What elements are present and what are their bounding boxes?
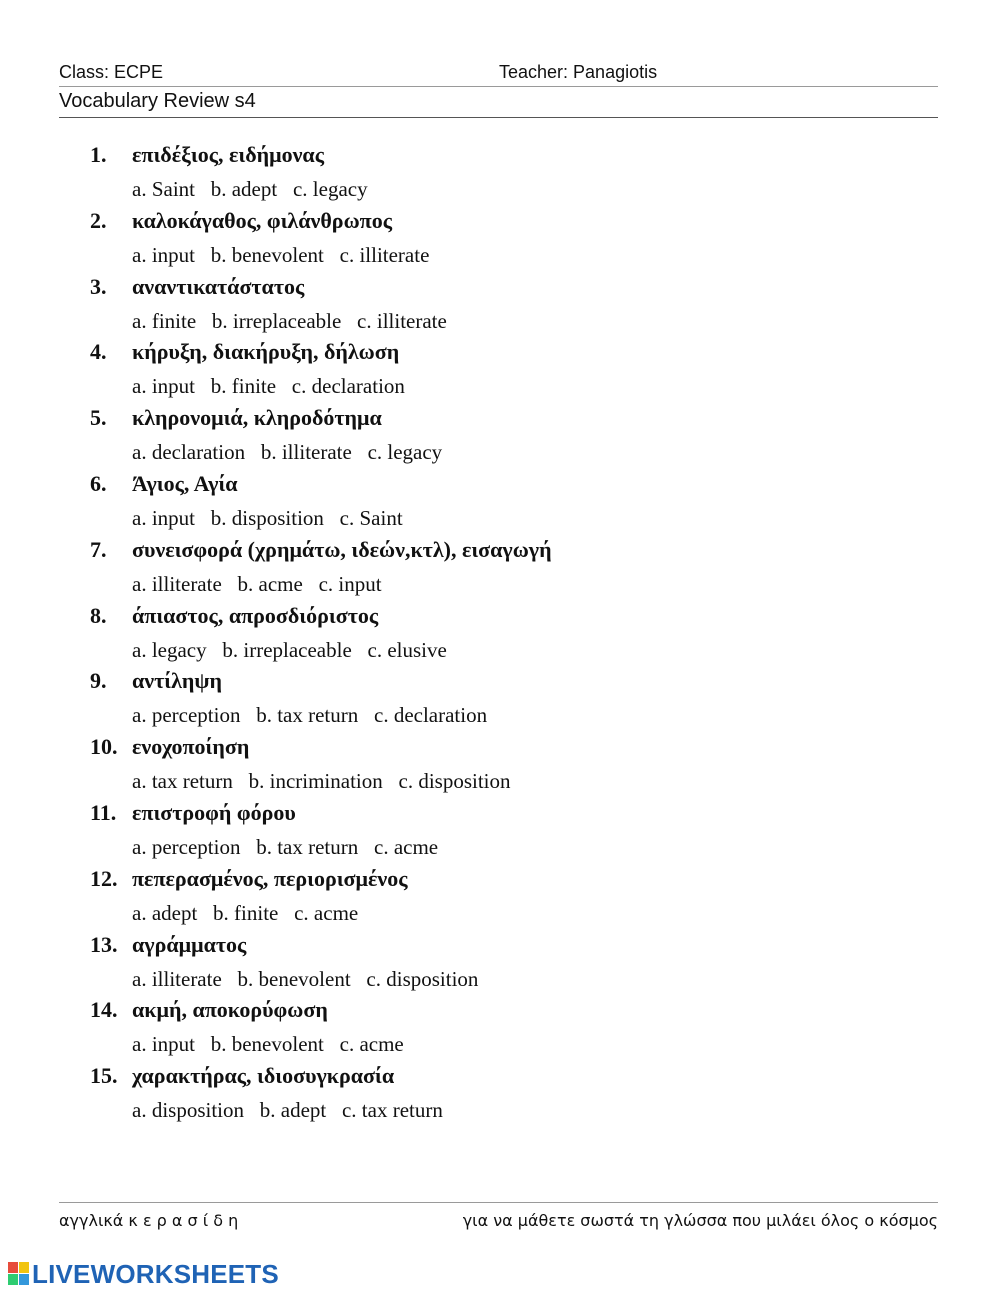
answer-options[interactable]: a. perception b. tax return c. declaration	[132, 703, 488, 728]
footer-right-text: για να μάθετε σωστά τη γλώσσα που μιλάει όλος ο κόσμος	[462, 1211, 938, 1230]
page-title: Vocabulary Review s4	[59, 90, 256, 112]
question-prompt: επιδέξιος, ειδήμονας	[132, 142, 324, 167]
question-list	[90, 142, 890, 1129]
question-prompt-line	[90, 142, 324, 168]
question-number: 13.	[90, 931, 118, 957]
question-prompt-line	[90, 668, 222, 694]
question-prompt: κήρυξη, διακήρυξη, δήλωση	[132, 339, 400, 365]
teacher-label: Teacher: Panagiotis	[499, 62, 658, 82]
answer-options[interactable]: a. tax return b. incrimination c. disposition	[132, 769, 511, 794]
answer-options[interactable]: a. input b. benevolent c. acme	[132, 1032, 404, 1057]
question-prompt: επιστροφή φόρου	[132, 799, 296, 825]
question-number: 12.	[90, 865, 118, 891]
question-number: 15.	[90, 1063, 118, 1089]
question-item	[90, 866, 890, 932]
question-number: 14.	[90, 997, 118, 1023]
answer-options[interactable]: a. input b. benevolent c. illiterate	[132, 242, 430, 267]
worksheet-header	[59, 60, 938, 87]
question-prompt-line	[90, 339, 399, 365]
question-prompt-line	[90, 734, 249, 760]
question-number: 4.	[90, 339, 107, 365]
question-number: 3.	[90, 273, 107, 299]
question-prompt: χαρακτήρας, ιδιοσυγκρασία	[132, 1063, 395, 1089]
question-prompt-line	[90, 537, 552, 563]
answer-options[interactable]: a. perception b. tax return c. acme	[132, 834, 439, 859]
question-prompt-line	[90, 800, 296, 826]
question-prompt: Άγιος, Αγία	[132, 470, 238, 496]
question-item	[90, 668, 890, 734]
question-prompt-line	[90, 997, 328, 1023]
answer-options[interactable]: a. illiterate b. benevolent c. disposition	[132, 966, 479, 991]
question-prompt-line	[90, 603, 378, 629]
question-prompt: πεπερασμένος, περιορισμένος	[132, 865, 408, 891]
question-item	[90, 800, 890, 866]
question-item	[90, 734, 890, 800]
question-item	[90, 1063, 890, 1129]
question-item	[90, 471, 890, 537]
logo-text: LIVEWORKSHEETS	[32, 1258, 279, 1289]
question-prompt-line	[90, 932, 246, 958]
answer-options[interactable]: a. Saint b. adept c. legacy	[132, 177, 368, 201]
worksheet-title	[59, 88, 938, 118]
question-prompt: άπιαστος, απροσδιόριστος	[132, 602, 379, 628]
answer-options[interactable]: a. input b. disposition c. Saint	[132, 505, 403, 530]
answer-options[interactable]: a. input b. finite c. declaration	[132, 374, 405, 399]
question-prompt-line	[90, 1063, 394, 1089]
question-prompt-line	[90, 405, 382, 431]
answer-options[interactable]: a. finite b. irreplaceable c. illiterate	[132, 308, 447, 333]
question-prompt: ακμή, αποκορύφωση	[132, 997, 328, 1023]
question-number: 11.	[90, 799, 117, 825]
logo-square	[19, 1274, 29, 1285]
footer-left-text: αγγλικά κ ε ρ α σ ί δ η	[59, 1211, 239, 1230]
question-number: 10.	[90, 734, 118, 760]
question-number: 9.	[90, 668, 107, 694]
question-number: 1.	[90, 142, 107, 167]
question-prompt: καλοκάγαθος, φιλάνθρωπος	[132, 207, 392, 233]
worksheet-footer	[59, 1202, 938, 1231]
answer-options[interactable]: a. legacy b. irreplaceable c. elusive	[132, 637, 447, 662]
question-number: 8.	[90, 602, 107, 628]
question-item	[90, 537, 890, 603]
question-number: 5.	[90, 405, 107, 431]
question-item	[90, 932, 890, 998]
question-number: 6.	[90, 470, 107, 496]
question-prompt: ενοχοποίηση	[132, 734, 250, 760]
question-item	[90, 339, 890, 405]
question-prompt-line	[90, 471, 238, 497]
question-prompt: αντίληψη	[132, 668, 222, 694]
question-item	[90, 208, 890, 274]
logo-square	[8, 1274, 18, 1285]
answer-options[interactable]: a. illiterate b. acme c. input	[132, 571, 382, 596]
question-number: 7.	[90, 536, 107, 562]
answer-options[interactable]: a. declaration b. illiterate c. legacy	[132, 440, 443, 465]
question-prompt: κληρονομιά, κληροδότημα	[132, 405, 382, 431]
question-item	[90, 603, 890, 669]
question-prompt: αναντικατάστατος	[132, 273, 305, 299]
logo-square	[19, 1262, 29, 1273]
question-number: 2.	[90, 207, 107, 233]
answer-options[interactable]: a. adept b. finite c. acme	[132, 900, 359, 925]
question-prompt: συνεισφορά (χρημάτω, ιδεών,κτλ), εισαγωγή	[132, 536, 552, 562]
question-prompt-line	[90, 274, 304, 300]
liveworksheets-logo-icon	[8, 1262, 30, 1286]
logo-square	[8, 1262, 18, 1273]
answer-options[interactable]: a. disposition b. adept c. tax return	[132, 1098, 443, 1123]
question-item	[90, 274, 890, 340]
question-item	[90, 142, 890, 208]
question-item	[90, 997, 890, 1063]
question-prompt: αγράμματος	[132, 931, 247, 957]
question-prompt-line	[90, 866, 408, 892]
question-prompt-line	[90, 208, 392, 234]
class-label: Class: ECPE	[59, 62, 164, 82]
question-item	[90, 405, 890, 471]
liveworksheets-logo[interactable]	[8, 1260, 279, 1288]
